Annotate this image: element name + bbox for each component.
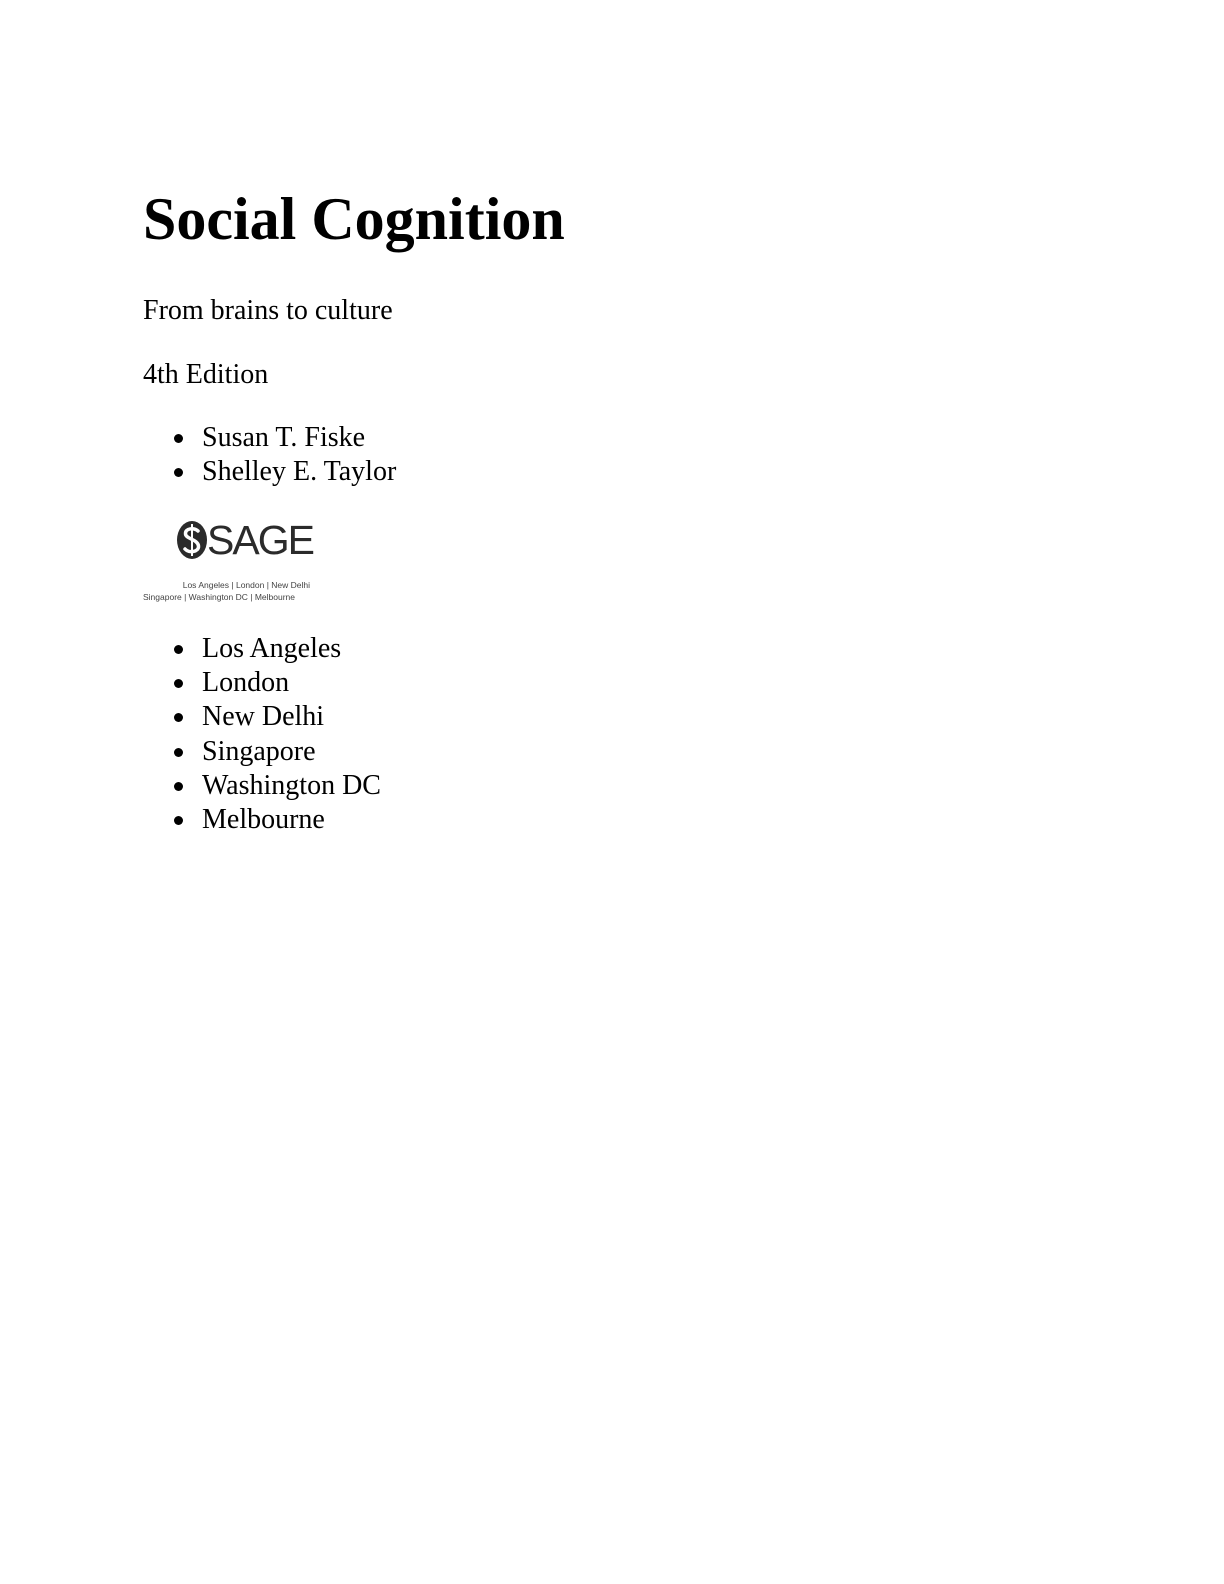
location-item: Melbourne (143, 803, 381, 837)
sage-s-icon (176, 519, 208, 561)
author-item: Susan T. Fiske (143, 421, 396, 455)
logo-cities-line-1: Los Angeles | London | New Delhi (182, 580, 310, 590)
logo-cities-line-2: Singapore | Washington DC | Melbourne (143, 592, 295, 602)
book-edition: 4th Edition (143, 359, 269, 390)
sage-wordmark: SAGE (207, 517, 313, 563)
location-item: Los Angeles (143, 632, 381, 666)
location-item: Singapore (143, 735, 381, 769)
location-item: London (143, 666, 381, 700)
publisher-logo (143, 517, 311, 605)
author-list (143, 421, 396, 489)
location-item: Washington DC (143, 769, 381, 803)
book-title: Social Cognition (143, 186, 565, 252)
location-item: New Delhi (143, 700, 381, 734)
book-subtitle: From brains to culture (143, 295, 393, 326)
author-item: Shelley E. Taylor (143, 455, 396, 489)
location-list (143, 632, 381, 837)
